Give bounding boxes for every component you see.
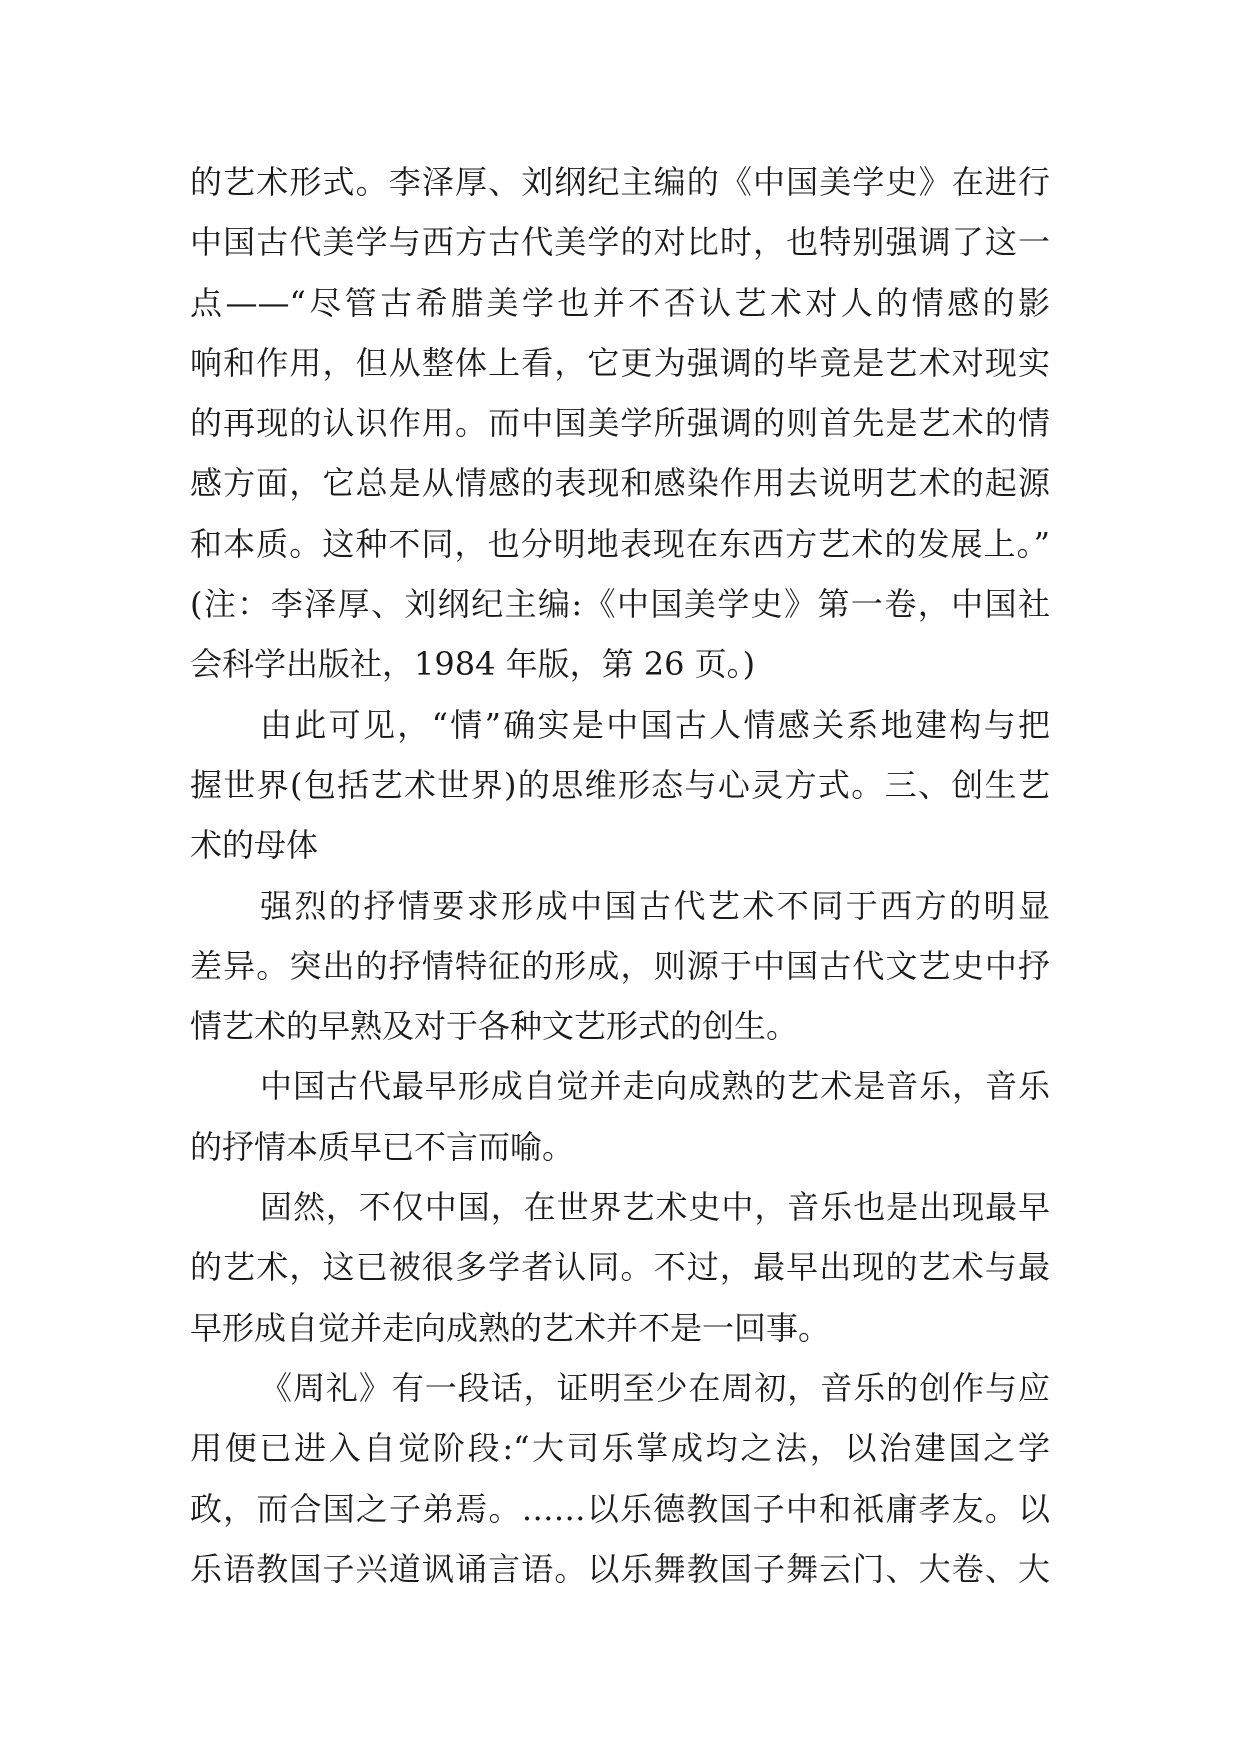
text-line: 的艺术，这已被很多学者认同。不过，最早出现的艺术与最 xyxy=(190,1248,1050,1287)
text-line: 早形成自觉并走向成熟的艺术并不是一回事。 xyxy=(190,1308,831,1347)
text-line: (注：李泽厚、刘纲纪主编:《中国美学史》第一卷，中国社 xyxy=(190,585,1050,624)
text-line: 响和作用，但从整体上看，它更为强调的毕竟是艺术对现实 xyxy=(190,343,1050,382)
text-line: 的再现的认识作用。而中国美学所强调的则首先是艺术的情 xyxy=(190,404,1050,443)
text-line: 感方面，它总是从情感的表现和感染作用去说明艺术的起源 xyxy=(190,464,1050,503)
text-line: 中国古代最早形成自觉并走向成熟的艺术是音乐，音乐 xyxy=(260,1067,1050,1106)
text-line: 情艺术的早熟及对于各种文艺形式的创生。 xyxy=(190,1007,799,1046)
text-line: 的艺术形式。李泽厚、刘纲纪主编的《中国美学史》在进行 xyxy=(190,163,1050,201)
text-line: 政，而合国之子弟焉。……以乐德教国子中和祇庸孝友。以 xyxy=(190,1489,1050,1528)
text-line: 强烈的抒情要求形成中国古代艺术不同于西方的明显 xyxy=(260,886,1050,925)
text-line: 固然，不仅中国，在世界艺术史中，音乐也是出现最早 xyxy=(260,1188,1050,1227)
text-line: 和本质。这种不同，也分明地表现在东西方艺术的发展上。” xyxy=(190,524,1050,563)
text-line: 握世界(包括艺术世界)的思维形态与心灵方式。三、创生艺 xyxy=(190,765,1050,804)
text-line: 的抒情本质早已不言而喻。 xyxy=(190,1127,575,1166)
text-line: 会科学出版社，1984 年版，第 26 页。) xyxy=(190,645,756,684)
text-line: 用便已进入自觉阶段:“大司乐掌成均之法，以治建国之学 xyxy=(190,1429,1050,1468)
text-line: 点——“尽管古希腊美学也并不否认艺术对人的情感的影 xyxy=(190,283,1050,322)
text-line: 差异。突出的抒情特征的形成，则源于中国古代文艺史中抒 xyxy=(190,946,1050,985)
text-line: 《周礼》有一段话，证明至少在周初，音乐的创作与应 xyxy=(260,1368,1050,1407)
text-line: 中国古代美学与西方古代美学的对比时，也特别强调了这一 xyxy=(190,223,1050,262)
text-line: 术的母体 xyxy=(190,826,319,865)
text-line: 乐语教国子兴道讽诵言语。以乐舞教国子舞云门、大卷、大 xyxy=(190,1549,1050,1588)
text-line: 由此可见，“情”确实是中国古人情感关系地建构与把 xyxy=(260,705,1050,744)
document-body xyxy=(190,152,1050,1599)
